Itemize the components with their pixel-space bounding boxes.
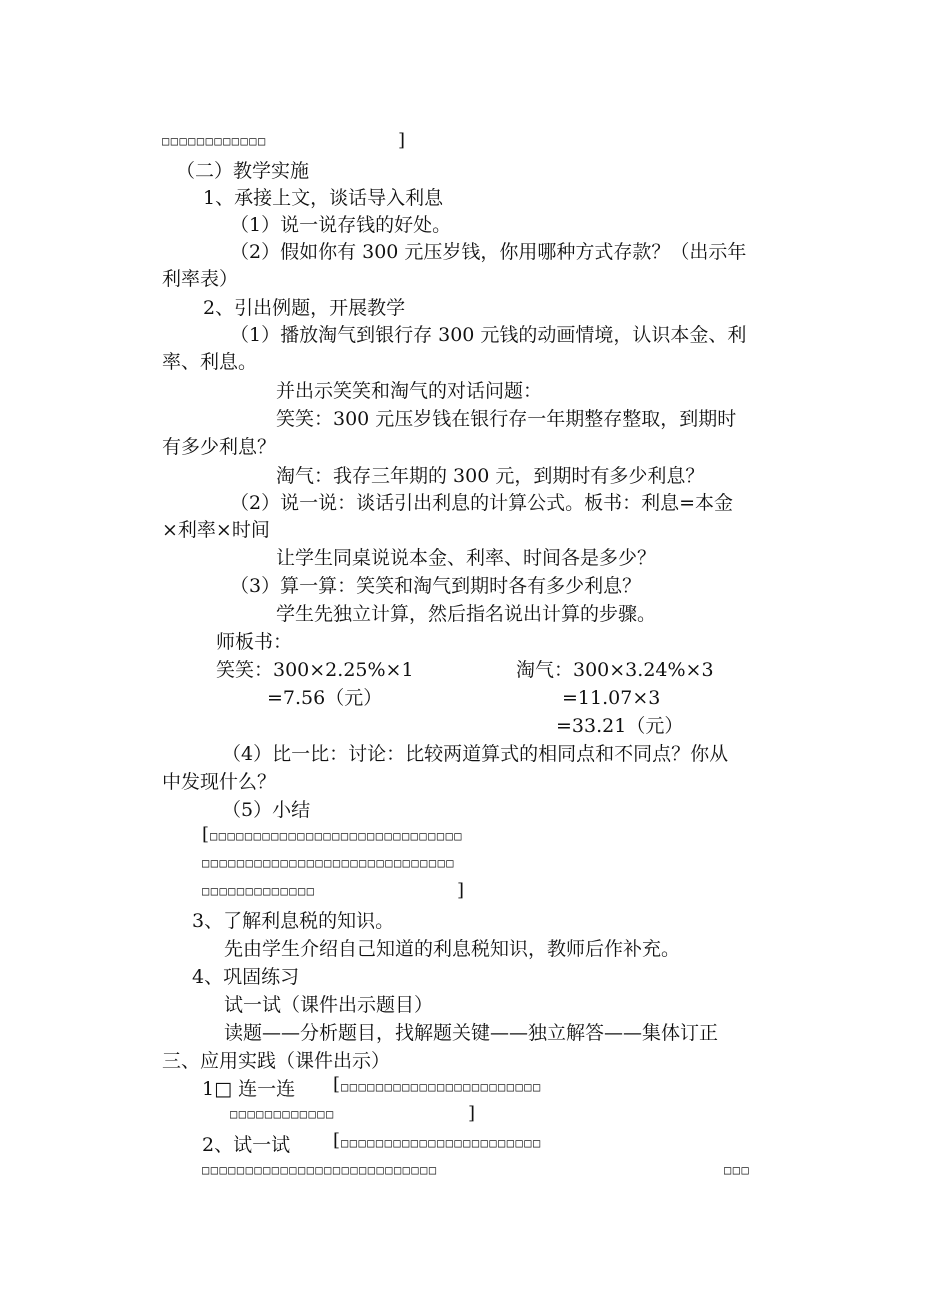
paragraph-line: 淘气：我存三年期的 300 元，到期时有多少利息？ xyxy=(276,465,705,487)
paragraph-line: 笑笑：300 元压岁钱在银行存一年期整存整取，到期时 xyxy=(276,408,737,430)
paragraph-line: （1）说一说存钱的好处。 xyxy=(230,214,452,236)
calc-xiaoxiao-line: 笑笑：300×2.25%×1 xyxy=(216,659,414,681)
practice-label: 2、试一试 xyxy=(202,1134,291,1156)
section-heading: 三、应用实践（课件出示） xyxy=(162,1050,391,1072)
paragraph-line: （2）假如你有 300 元压岁钱，你用哪种方式存款？（出示年 xyxy=(230,241,747,263)
item-heading: 3、了解利息税的知识。 xyxy=(192,910,395,932)
bracket-open: [ xyxy=(333,1130,341,1151)
paragraph-line: 中发现什么？ xyxy=(162,771,277,793)
paragraph-line: （1）播放淘气到银行存 300 元钱的动画情境，认识本金、利 xyxy=(230,324,747,346)
garbled-text-line: □□□□□□□□□□□□ xyxy=(162,134,267,148)
paragraph-line: 利率表） xyxy=(162,268,239,290)
bracket-close: ] xyxy=(468,1103,476,1124)
paragraph-line: （2）说一说：谈话引出利息的计算公式。板书：利息=本金 xyxy=(230,492,734,514)
item-heading: 2、引出例题，开展教学 xyxy=(203,297,406,319)
paragraph-line: （4）比一比：讨论：比较两道算式的相同点和不同点？你从 xyxy=(222,743,729,765)
calc-xiaoxiao-result: =7.56（元） xyxy=(267,687,383,709)
paragraph-line: （3）算一算：笑笑和淘气到期时各有多少利息？ xyxy=(230,575,642,597)
paragraph-line: 有多少利息？ xyxy=(162,436,277,458)
garbled-text-line: □□□□□□□□□□□□□ xyxy=(202,884,316,898)
paragraph-line: 并出示笑笑和淘气的对话问题： xyxy=(276,380,543,402)
garbled-text-line: □□□□□□□□□□□□□□□□□□□□□□□□□□□□□ xyxy=(210,829,464,843)
board-label: 师板书： xyxy=(216,631,293,653)
paragraph-line: 先由学生介绍自己知道的利息税知识，教师后作补充。 xyxy=(224,938,681,960)
paragraph-line: 学生先独立计算，然后指名说出计算的步骤。 xyxy=(276,603,657,625)
garbled-text-line: □□□□□□□□□□□□ xyxy=(230,1107,335,1121)
bracket-open: [ xyxy=(202,824,210,845)
section-heading: （二）教学实施 xyxy=(176,160,310,182)
bracket-open: [ xyxy=(333,1074,341,1095)
paragraph-line: 读题——分析题目，找解题关键——独立解答——集体订正 xyxy=(224,1022,719,1044)
item-heading: 1、承接上文，谈话导入利息 xyxy=(203,187,444,209)
bracket-close: ] xyxy=(398,130,406,151)
garbled-text-line: □□□□□□□□□□□□□□□□□□□□□□□ xyxy=(341,1136,542,1150)
garbled-text-line: □□□□□□□□□□□□□□□□□□□□□□□ xyxy=(341,1080,542,1094)
calc-taoqi-line: =11.07×3 xyxy=(562,687,661,709)
paragraph-line: ×利率×时间 xyxy=(162,519,270,541)
bracket-close: ] xyxy=(457,880,465,901)
garbled-text-line: □□□□□□□□□□□□□□□□□□□□□□□□□□□ xyxy=(202,1163,438,1177)
paragraph-line: 率、利息。 xyxy=(162,351,258,373)
calc-taoqi-result: =33.21（元） xyxy=(556,715,684,737)
paragraph-line: 让学生同桌说说本金、利率、时间各是多少？ xyxy=(276,547,657,569)
garbled-text-line: □□□ xyxy=(724,1163,751,1177)
garbled-text-line: □□□□□□□□□□□□□□□□□□□□□□□□□□□□□ xyxy=(202,856,456,870)
item-heading: 4、巩固练习 xyxy=(192,966,300,988)
paragraph-line: （5）小结 xyxy=(222,799,311,821)
calc-taoqi-line: 淘气：300×3.24%×3 xyxy=(516,659,714,681)
practice-label: 1□ 连一连 xyxy=(202,1078,296,1100)
paragraph-line: 试一试（课件出示题目） xyxy=(224,994,434,1016)
